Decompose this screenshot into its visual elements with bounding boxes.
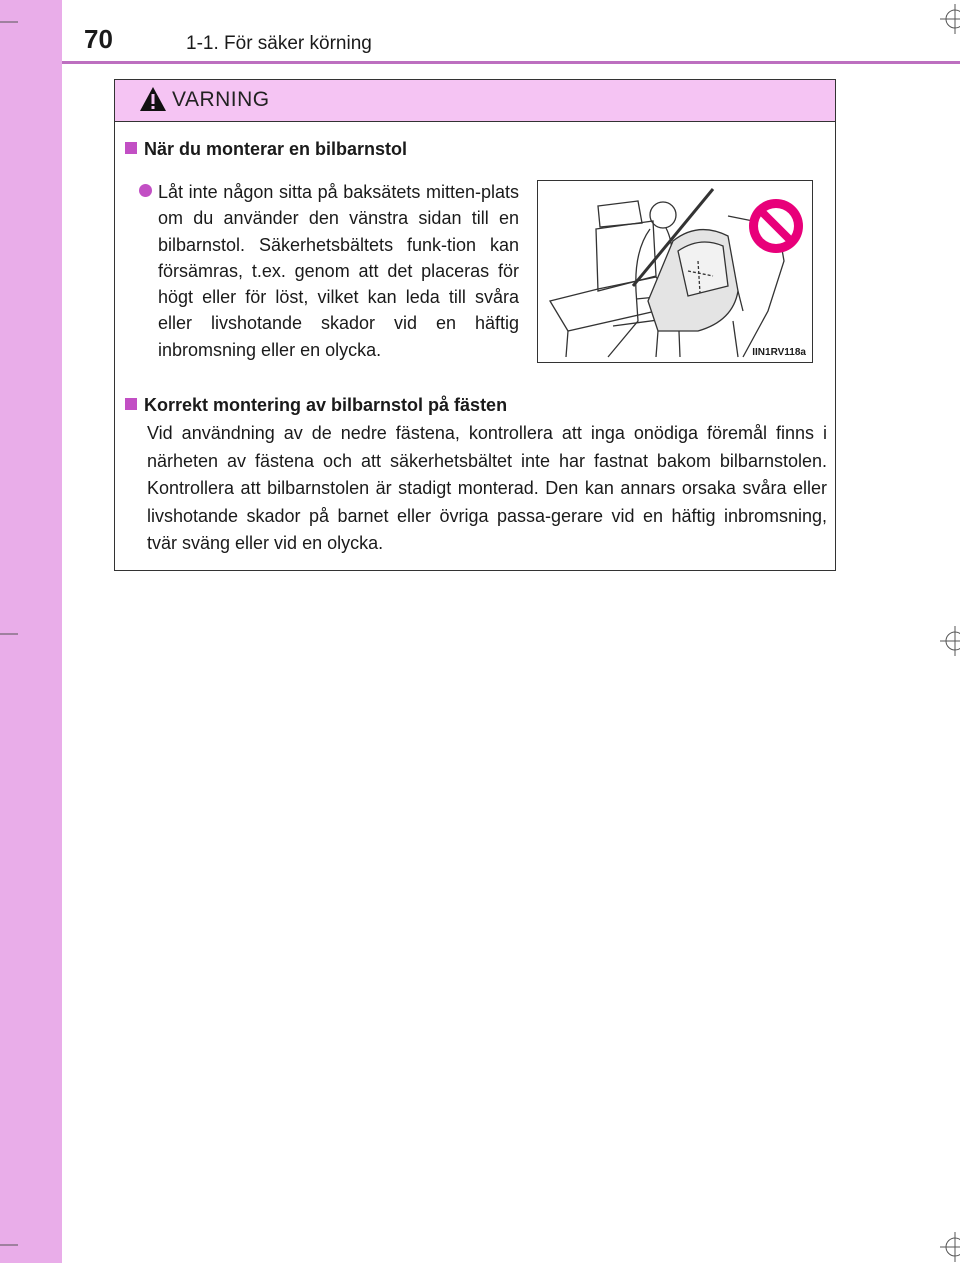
section-heading-mounting: När du monterar en bilbarnstol [125, 139, 407, 160]
page-number: 70 [84, 24, 113, 54]
prohibition-icon [749, 199, 803, 253]
warning-title: VARNING [172, 88, 270, 111]
warning-box [114, 79, 836, 571]
paragraph-anchors: Vid användning av de nedre fästena, kontrollera att inga onödiga föremål finns i närheten av fästena och att säkerhetsbältet inte har fastnat bakom bilbarnstolen. Kontrollera att bilbarnstolen är stadigt monterad. Den kan annars orsaka svåra eller livshotande skador på barnet eller övriga passa-gerare vid en häftig inbromsning, tvär sväng eller vid en olycka. [147, 423, 827, 553]
child-seat-illustration [537, 180, 813, 363]
square-bullet-icon [125, 398, 137, 410]
section-title: 1-1. För säker körning [186, 33, 372, 54]
header-rule [62, 61, 960, 64]
figure-label: IIN1RV118a [752, 347, 806, 358]
warning-triangle-icon [139, 86, 167, 112]
warning-header [115, 80, 835, 122]
section-heading-anchors: Korrekt montering av bilbarnstol på fästen [125, 395, 507, 416]
bullet-text-center-seat: Låt inte någon sitta på baksätets mitten-plats om du använder den vänstra sidan till en bilbarnstol. Säkerhetsbältets funk-tion kan försämras, t.ex. genom att det placeras för högt eller för löst, vilket kan leda till svåra eller livshotande skador vid en häftig inbromsning eller en olycka. [158, 182, 519, 360]
child-seat-drawing [538, 181, 811, 361]
round-bullet-icon [139, 184, 152, 197]
square-bullet-icon [125, 142, 137, 154]
